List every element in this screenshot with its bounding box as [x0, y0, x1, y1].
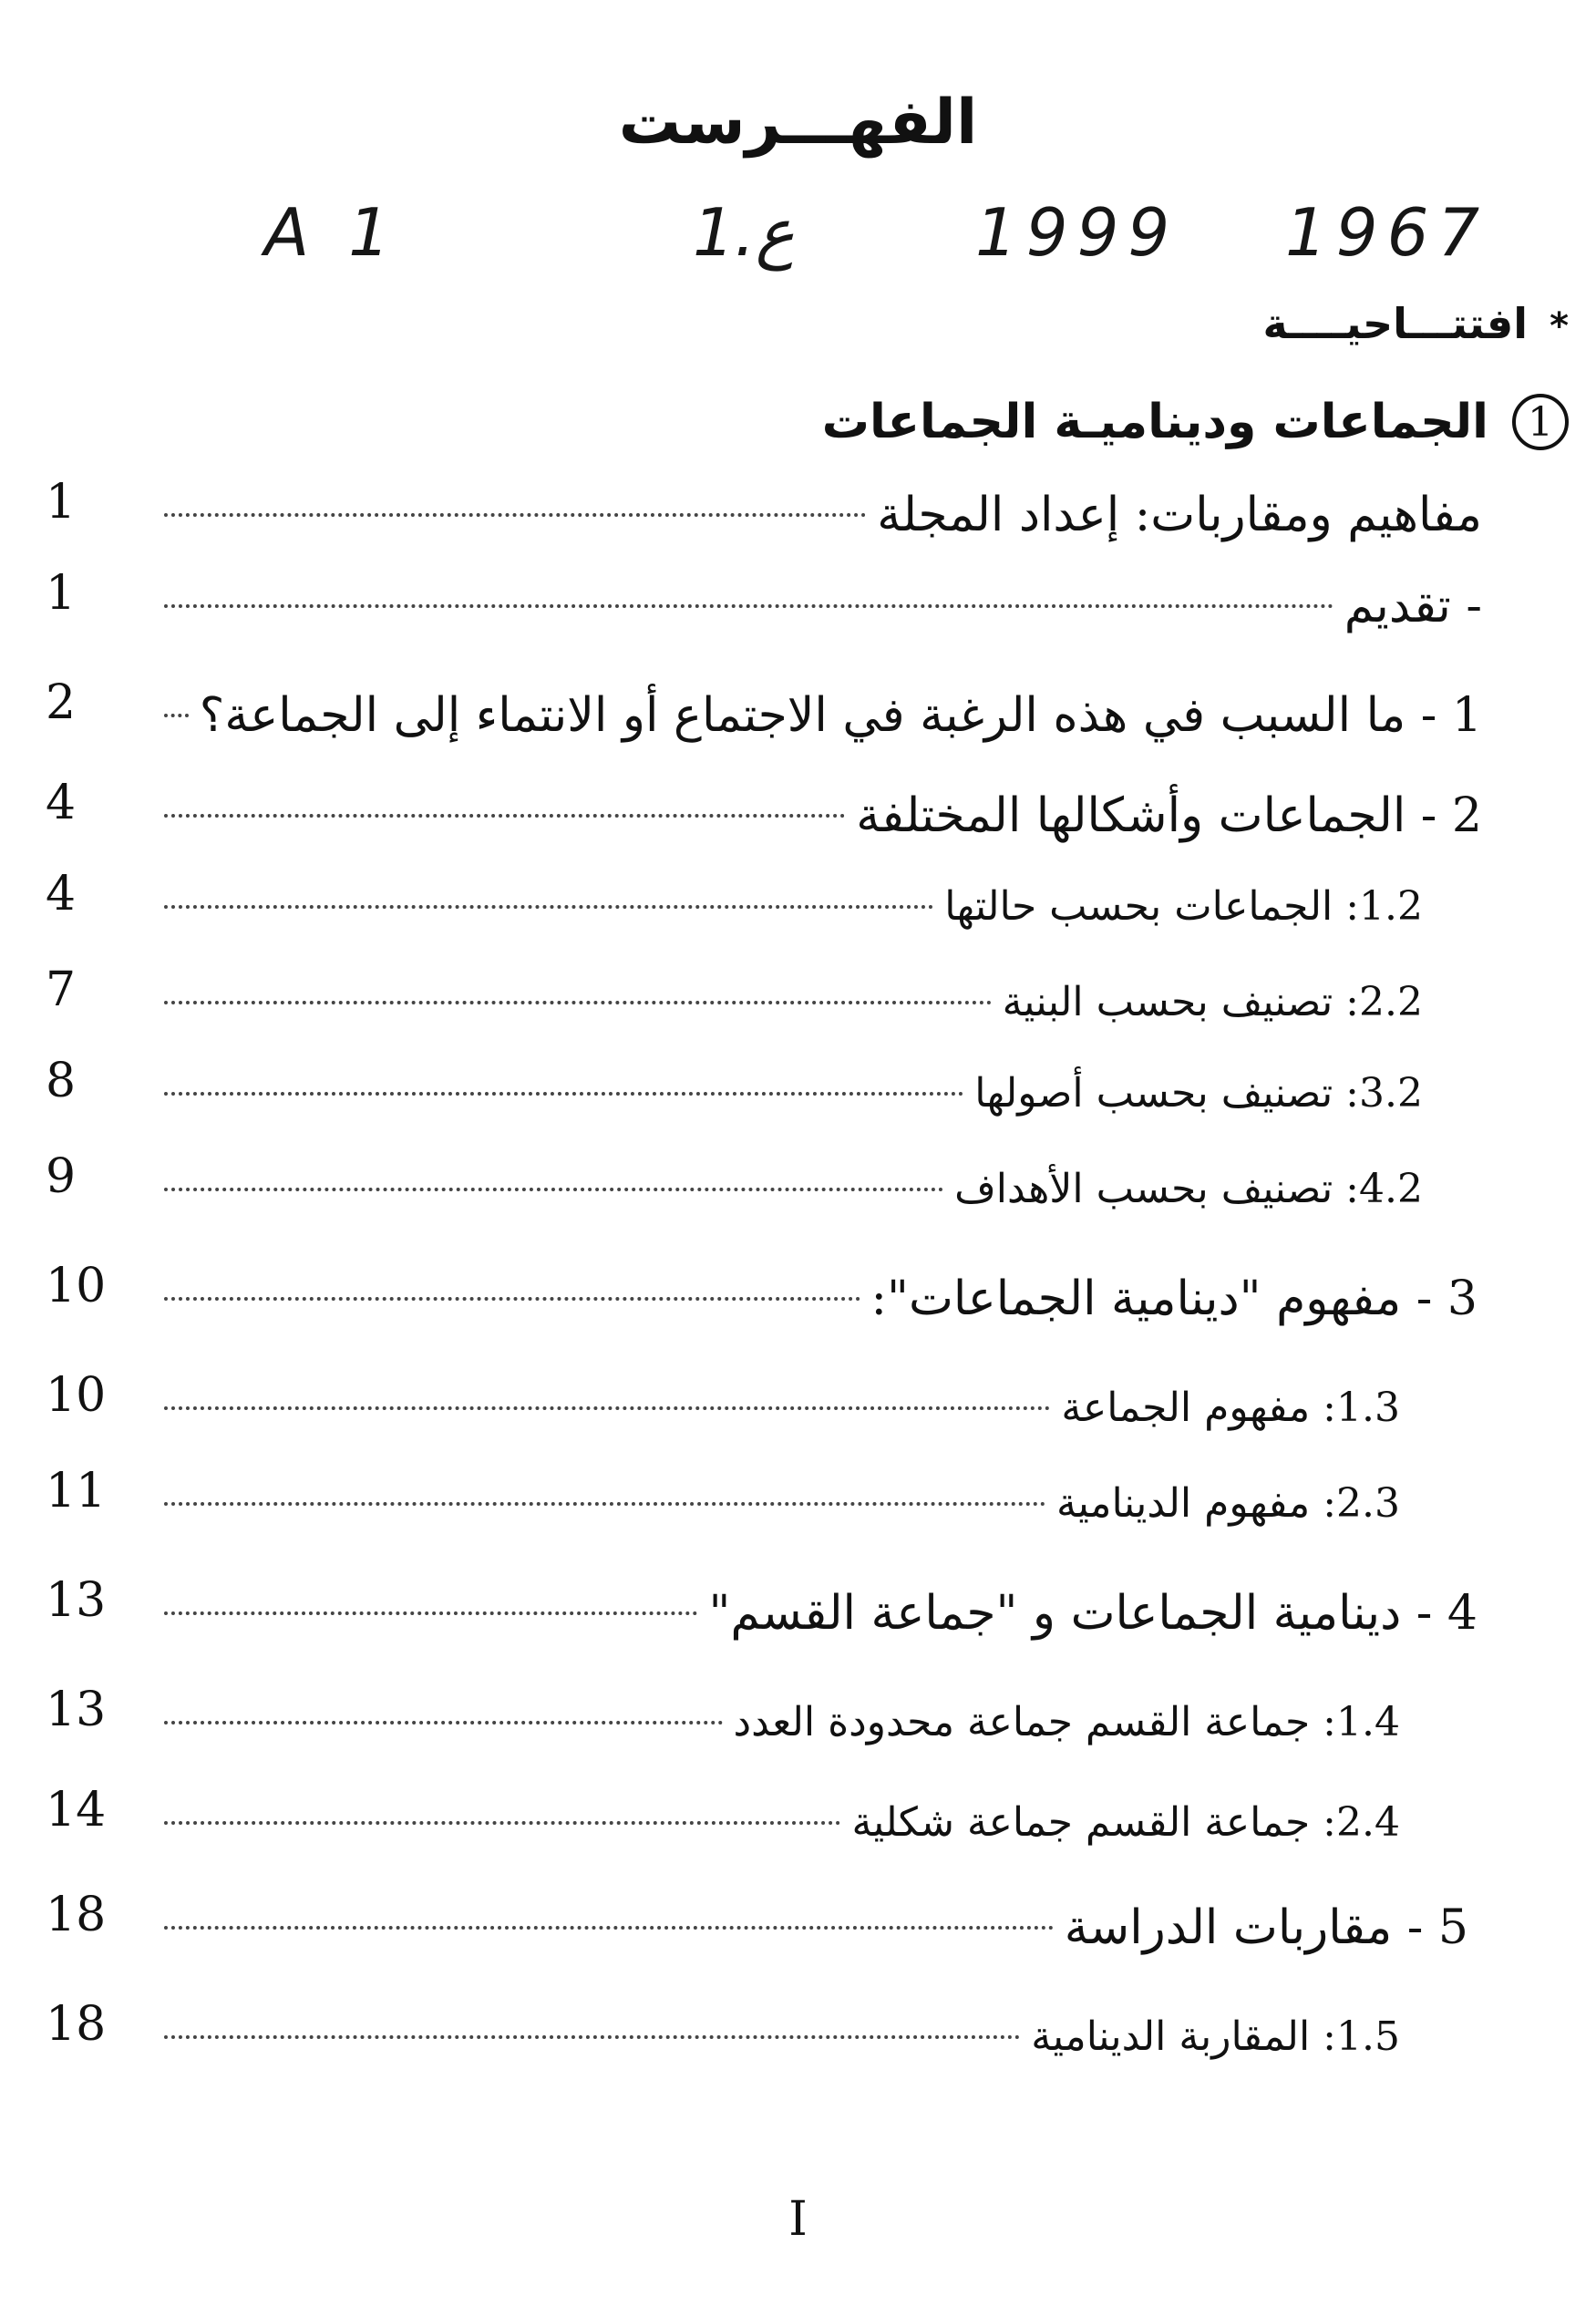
dotted-leader: [164, 2035, 1020, 2039]
toc-label: 1 - ما السبب في هذه الرغبة في الاجتماع أو الانتماء إلى الجماعة؟: [199, 688, 1482, 743]
toc-entry: [46, 963, 1423, 1039]
toc-label: 2.3: مفهوم الدينامية: [1056, 1480, 1400, 1527]
dotted-leader: [164, 604, 1333, 608]
toc-entry: [46, 1054, 1423, 1130]
toc-page-number: 13: [46, 1573, 107, 1628]
toc-page-number: 18: [46, 1888, 107, 1942]
dotted-leader: [164, 1001, 992, 1004]
chapter-heading: [822, 390, 1569, 454]
dotted-leader: [164, 1721, 723, 1724]
toc-page-number: 10: [46, 1259, 107, 1313]
toc-label: 3 - مفهوم "دينامية الجماعات":: [870, 1271, 1478, 1326]
toc-label: 1.4: جماعة القسم جماعة محدودة العدد: [733, 1699, 1400, 1745]
chapter-number-circle: 1: [1512, 394, 1569, 450]
toc-label: 5 - مقاربات الدراسة: [1064, 1900, 1468, 1955]
toc-label: 3.2: تصنيف بحسب أصولها: [974, 1070, 1423, 1117]
dotted-leader: [164, 1188, 943, 1191]
toc-page-number: 9: [46, 1149, 77, 1204]
toc-label: 4 - دينامية الجماعات و "جماعة القسم": [708, 1586, 1478, 1641]
toc-page-number: 2: [46, 675, 77, 730]
toc-label: 2.2: تصنيف بحسب البنية: [1002, 979, 1423, 1025]
toc-label: 2.4: جماعة القسم جماعة شكلية: [851, 1799, 1400, 1846]
toc-label: 1.5: المقاربة الدينامية: [1031, 2013, 1400, 2060]
toc-entry: [46, 776, 1482, 852]
toc-entry: [46, 475, 1482, 551]
dotted-leader: [164, 1297, 860, 1301]
dotted-leader: [164, 1092, 963, 1096]
toc-entry: [46, 1464, 1400, 1540]
toc-page-number: 18: [46, 1997, 107, 2052]
handwritten-note: 1967: [1285, 194, 1489, 271]
chapter-title: الجماعات وديناميـة الجماعات: [821, 395, 1488, 449]
dotted-leader: [164, 1406, 1050, 1410]
dotted-leader: [164, 1502, 1045, 1506]
toc-entry: [46, 675, 1482, 752]
dotted-leader: [164, 1821, 840, 1825]
opening-heading: [1262, 296, 1569, 354]
toc-entry: [46, 1783, 1400, 1859]
page-number-footer: I: [788, 2192, 808, 2247]
toc-page-number: 1: [46, 475, 77, 530]
handwritten-note: 1.ع: [693, 194, 795, 271]
toc-entry: [46, 1997, 1400, 2074]
toc-page-number: 4: [46, 867, 77, 921]
opening-label: افتتـــاحيــــة: [1262, 299, 1529, 348]
toc-entry: [46, 1573, 1478, 1650]
toc-label: مفاهيم ومقاربات: إعداد المجلة: [877, 488, 1482, 542]
toc-entry: [46, 867, 1423, 943]
dotted-leader: [164, 714, 189, 717]
toc-entry: [46, 1149, 1423, 1226]
toc-page-number: 14: [46, 1783, 107, 1838]
toc-entry: [46, 1888, 1468, 1964]
toc-page-number: 13: [46, 1683, 107, 1737]
toc-label: 4.2: تصنيف بحسب الأهداف: [954, 1166, 1423, 1212]
toc-entry: [46, 566, 1482, 643]
toc-page-number: 10: [46, 1368, 107, 1423]
asterisk-marker: *: [1550, 305, 1569, 347]
toc-page-number: 4: [46, 776, 77, 830]
dotted-leader: [164, 905, 933, 909]
toc-page-number: 7: [46, 963, 77, 1017]
page-title: الفهـــرست: [618, 87, 978, 159]
handwritten-note: A 1: [264, 194, 399, 271]
dotted-leader: [164, 1926, 1054, 1930]
toc-page-number: 11: [46, 1464, 107, 1518]
toc-entry: [46, 1683, 1400, 1759]
toc-label: - تقديم: [1344, 579, 1482, 633]
toc-entry: [46, 1259, 1478, 1335]
toc-label: 2 - الجماعات وأشكالها المختلفة: [856, 788, 1482, 843]
handwritten-note: 1999: [975, 194, 1179, 271]
dotted-leader: [164, 814, 845, 818]
dotted-leader: [164, 513, 866, 517]
toc-page-number: 8: [46, 1054, 77, 1108]
toc-label: 1.3: مفهوم الجماعة: [1061, 1385, 1400, 1431]
toc-page-number: 1: [46, 566, 77, 621]
toc-entry: [46, 1368, 1400, 1445]
toc-label: 1.2: الجماعات بحسب حالتها: [944, 883, 1423, 930]
dotted-leader: [164, 1611, 697, 1615]
